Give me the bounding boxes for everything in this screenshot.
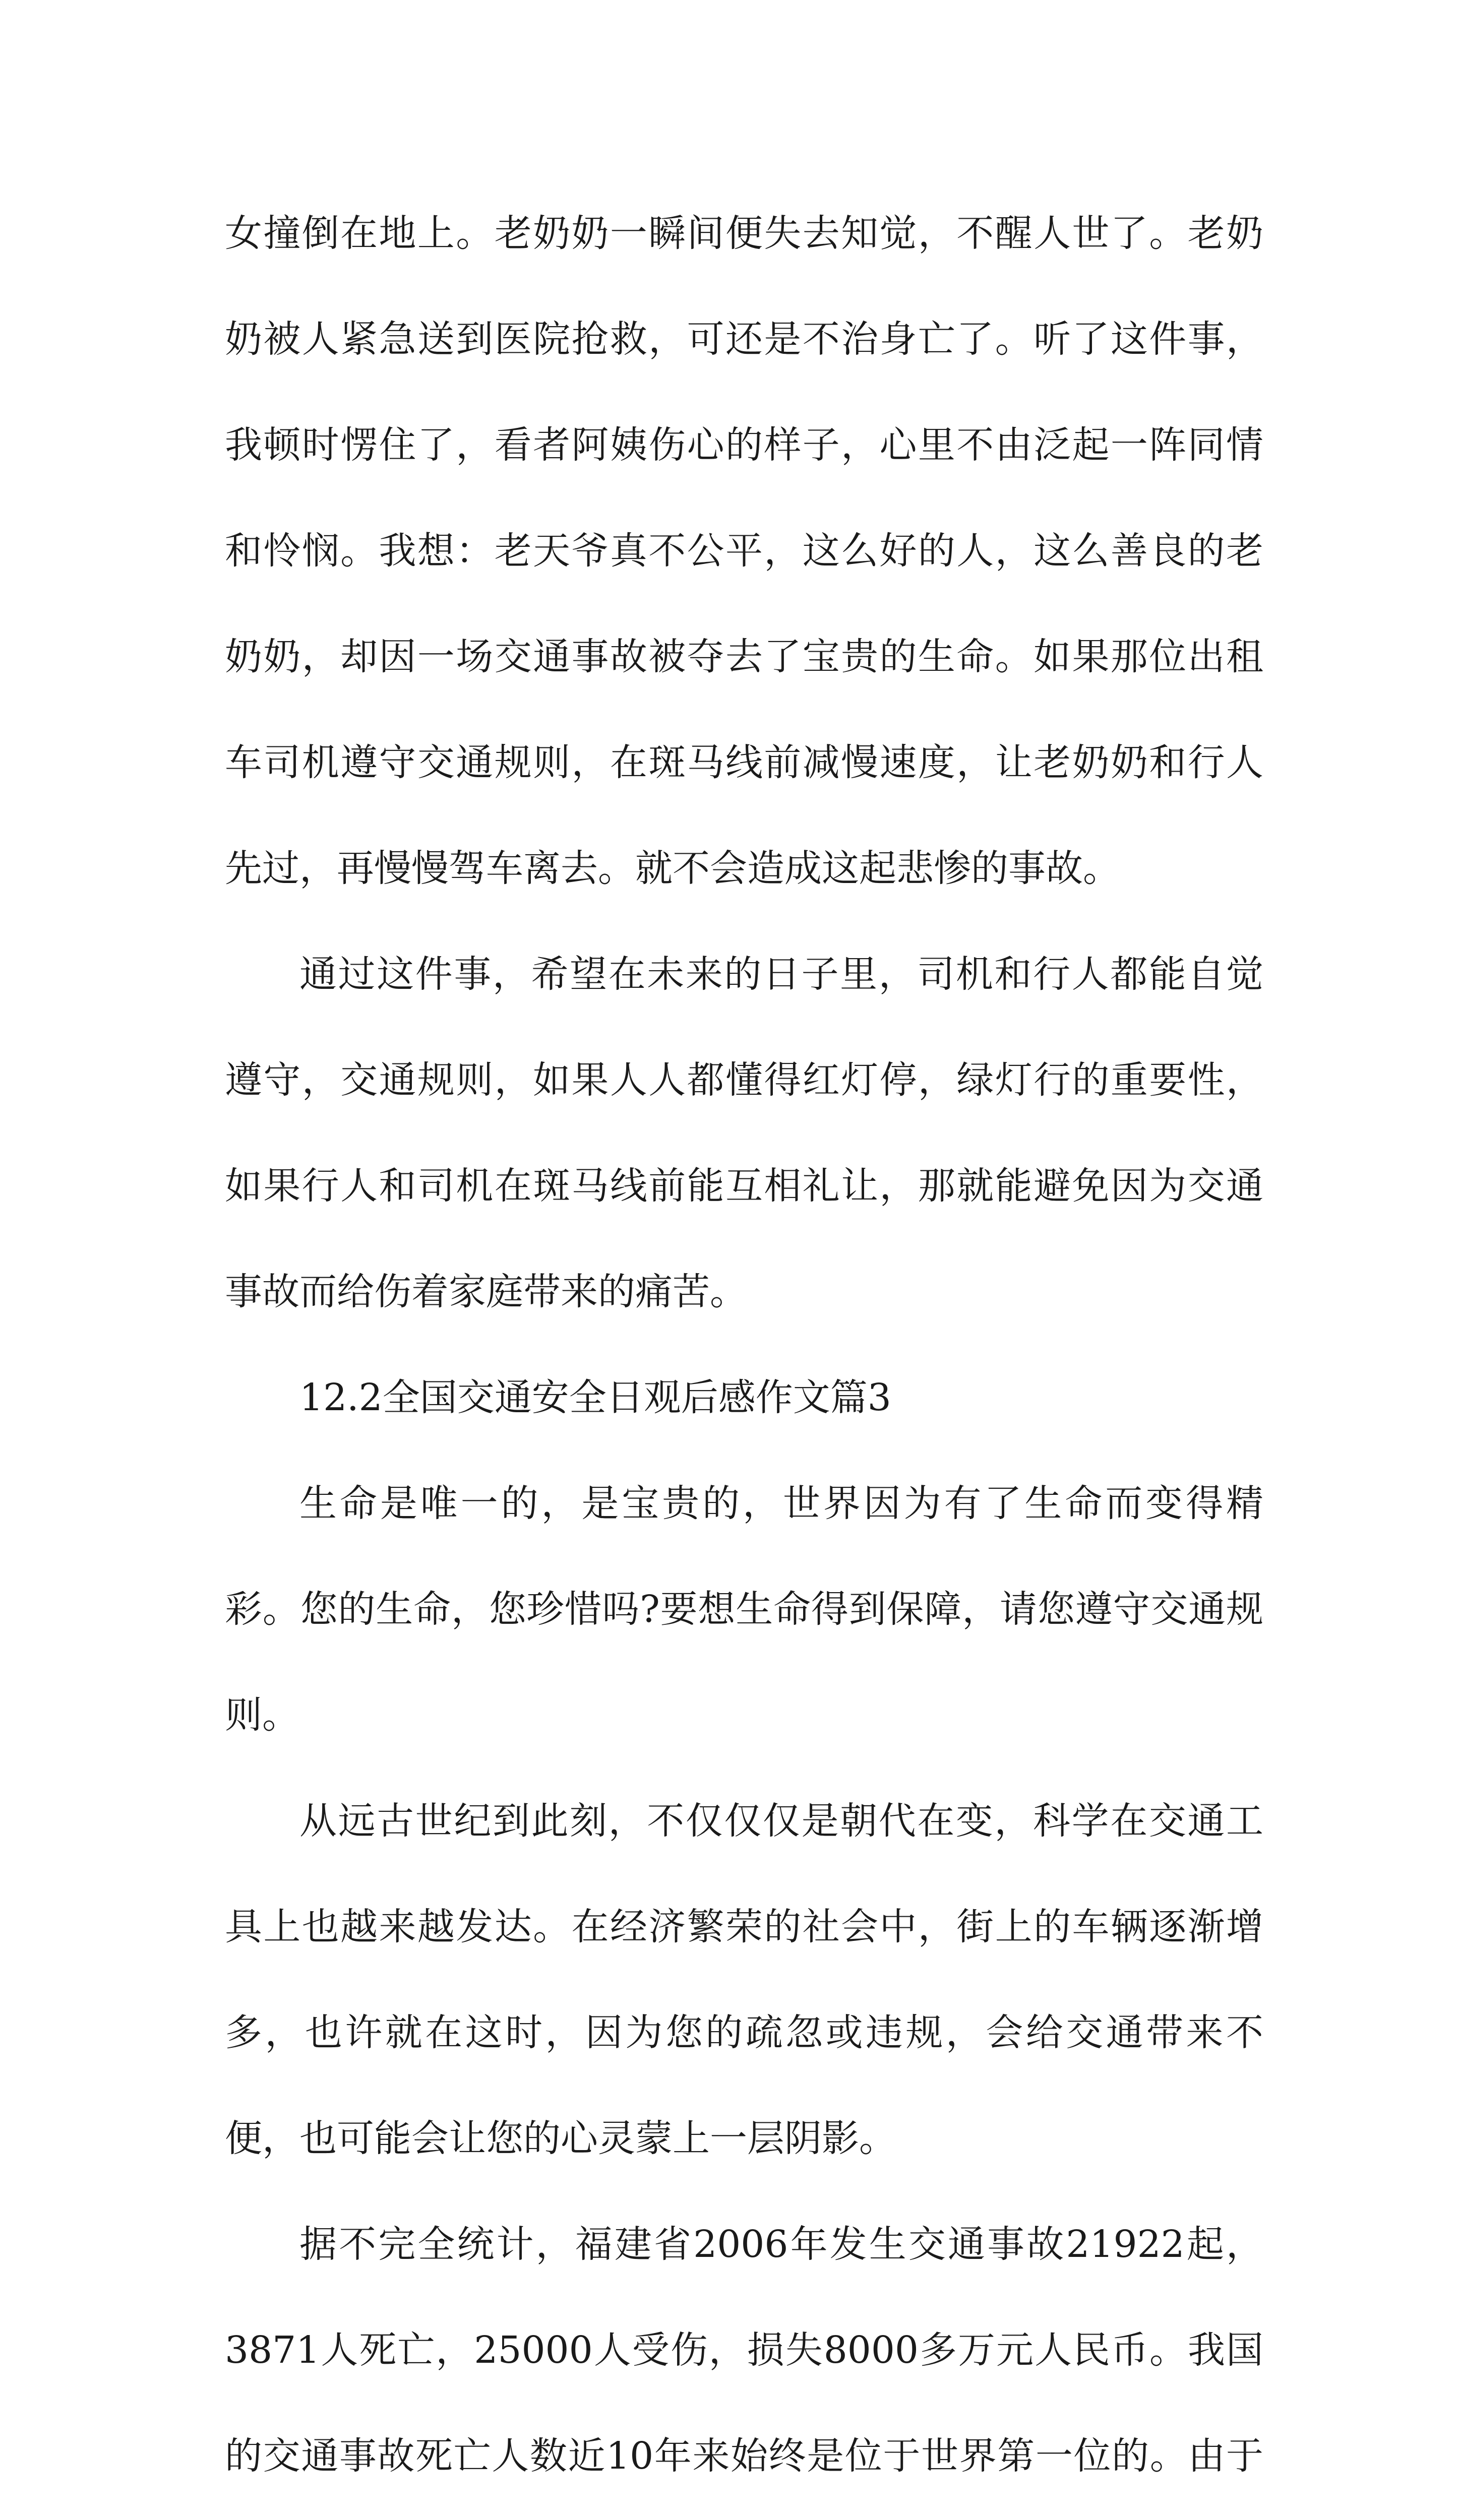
article-body <box>225 180 1263 2520</box>
paragraph-traffic-development: 从远古世纪到此刻，不仅仅仅是朝代在变，科学在交通工具上也越来越发达。在经济繁荣的社会中，街上的车辆逐渐增多，也许就在这时，因为您的疏忽或违规，会给交通带来不便，也可能会让您的心灵蒙上一层阴影。 <box>225 1799 1263 2160</box>
paragraph-reflection: 通过这件事，希望在未来的日子里，司机和行人都能自觉遵守，交通规则，如果人人都懂得红灯停，绿灯行的重要性，如果行人和司机在斑马线前能互相礼让，那就能避免因为交通事故而给伤着家庭带来的痛苦。 <box>225 953 1263 1313</box>
section-heading: 12.2全国交通安全日观后感作文篇3 <box>299 1376 891 1419</box>
paragraph-life-precious: 生命是唯一的，是宝贵的，世界因为有了生命而变得精彩。您的生命，您珍惜吗?要想生命得到保障，请您遵守交通规则。 <box>225 1482 1263 1737</box>
paragraph-statistics: 据不完全统计，福建省2006年发生交通事故21922起，3871人死亡，25000人受伤，损失8000多万元人民币。我国的交通事故死亡人数近10年来始终是位于世界第一位的。由于 <box>225 2223 1263 2478</box>
paragraph-accident-story: 女撞倒在地上。老奶奶一瞬间便失去知觉，不醒人世了。老奶奶被人紧急送到医院抢救，可还是不治身亡了。听了这件事，我顿时愣住了，看者阿姨伤心的样子，心里不由泛起一阵同情和怜悯。我想：老天爷真不公平，这么好的人，这么善良的老奶奶，却因一场交通事故被夺去了宝贵的生命。如果那位出租车司机遵守交通规则，在斑马线前减慢速度，让老奶奶和行人先过，再慢慢驾车离去。就不会造成这起悲惨的事故。 <box>225 212 1263 890</box>
